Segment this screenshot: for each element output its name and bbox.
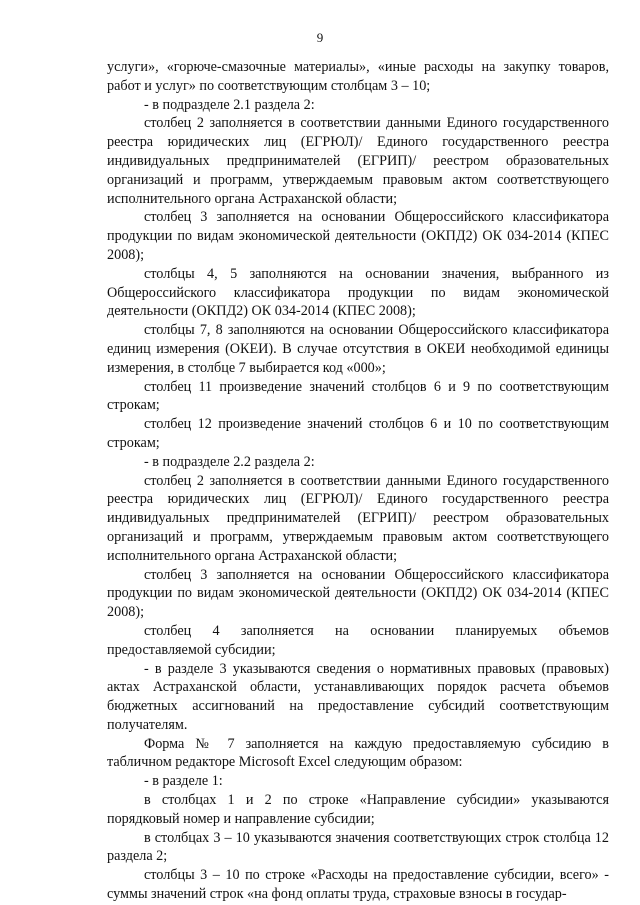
paragraph: столбец 12 произведение значений столбцов 6 и 10 по соответствующим строкам; <box>107 416 609 451</box>
page-number: 9 <box>316 30 324 45</box>
paragraph: столбец 3 заполняется на основании Общероссийского классификатора продукции по видам экономической деятельности (ОКПД2) ОК 034-2014 (КПЕС 2008); <box>107 209 609 263</box>
paragraph: столбец 2 заполняется в соответствии данными Единого государственного реестра юридических лиц (ЕГРЮЛ)/ Единого государственного реестра индивидуальных предпринимателей (ЕГРИП)/ реестром образовательных организаций и программ, утверждаемым правовым актом соответствующего исполнительного органа Астраханской области; <box>107 115 609 207</box>
paragraph: - в подразделе 2.2 раздела 2: <box>144 453 315 470</box>
paragraph: - в разделе 3 указываются сведения о нормативных правовых (правовых) актах Астраханской области, устанавливающих порядок расчета объемов бюджетных ассигнований на предоставление субсидий соответствующим получателям. <box>107 660 609 733</box>
paragraph: в столбцах 3 – 10 указываются значения соответствующих строк столбца 12 раздела 2; <box>107 829 609 865</box>
paragraph: - в разделе 1: <box>144 773 223 790</box>
paragraph: Форма № 7 заполняется на каждую предоставляемую субсидию в табличном редакторе Microsoft Excel следующим образом: <box>107 735 609 771</box>
paragraph: столбец 11 произведение значений столбцов 6 и 9 по соответствующим строкам; <box>107 378 609 414</box>
paragraph: в столбцах 1 и 2 по строке «Направление субсидии» указываются порядковый номер и направление субсидии; <box>107 792 609 827</box>
paragraph: столбец 4 заполняется на основании планируемых объемов предоставляемой субсидии; <box>107 622 609 658</box>
paragraph: столбцы 7, 8 заполняются на основании Общероссийского классификатора единиц измерения (ОКЕИ). В случае отсутствия в ОКЕИ необходимой единицы измерения, в столбце 7 выбирается код «000»; <box>107 322 609 376</box>
paragraph: услуги», «горюче-смазочные материалы», «иные расходы на закупку товаров, работ и услуг» по соответствующим столбцам 3 – 10; <box>107 59 609 94</box>
paragraph: столбец 3 заполняется на основании Общероссийского классификатора продукции по видам экономической деятельности (ОКПД2) ОК 034-2014 (КПЕС 2008); <box>107 566 609 621</box>
paragraph: столбцы 4, 5 заполняются на основании значения, выбранного из Общероссийского классификатора продукции по видам экономической деятельности (ОКПД2) ОК 034-2014 (КПЕС 2008); <box>107 265 609 320</box>
document-body <box>107 58 609 904</box>
paragraph: - в подразделе 2.1 раздела 2: <box>144 96 315 113</box>
paragraph: столбцы 3 – 10 по строке «Расходы на предоставление субсидии, всего» - суммы значений строк «на фонд оплаты труда, страховые взносы в государ- <box>107 867 609 903</box>
paragraph: столбец 2 заполняется в соответствии данными Единого государственного реестра юридических лиц (ЕГРЮЛ)/ Единого государственного реестра индивидуальных предпринимателей (ЕГРИП)/ реестром образовательных организаций и программ, утверждаемым правовым актом соответствующего исполнительного органа Астраханской области; <box>107 472 609 564</box>
